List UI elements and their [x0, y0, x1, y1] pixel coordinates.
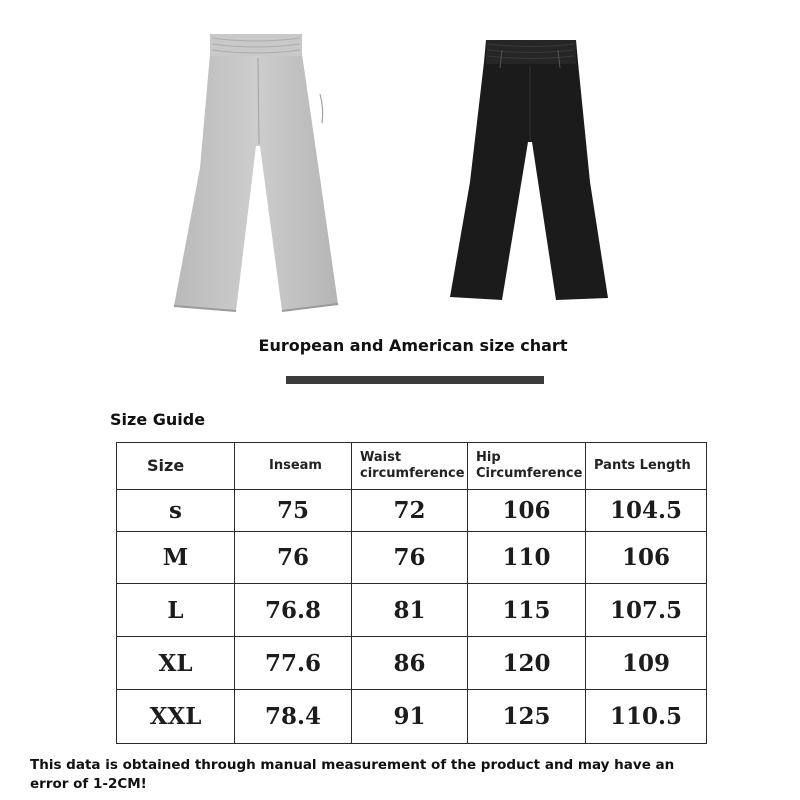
size-chart-title: European and American size chart [258, 336, 568, 355]
length-cell: 106 [586, 532, 707, 584]
size-cell: XL [117, 637, 235, 690]
table-row [117, 490, 707, 532]
waist-cell: 86 [352, 637, 468, 690]
waist-cell: 91 [352, 690, 468, 744]
table-row [117, 532, 707, 584]
size-cell: L [117, 584, 235, 637]
length-cell: 107.5 [586, 584, 707, 637]
header-inseam: Inseam [235, 443, 352, 490]
black-sweatpants-image [440, 32, 620, 307]
table-row [117, 584, 707, 637]
header-waist: Waist circumference [352, 443, 468, 490]
inseam-cell: 76 [235, 532, 352, 584]
size-cell: s [117, 490, 235, 532]
inseam-cell: 77.6 [235, 637, 352, 690]
measurement-disclaimer: This data is obtained through manual measurement of the product and may have an error of 1-2CM! [30, 757, 675, 792]
size-guide-label: Size Guide [110, 410, 206, 429]
hip-cell: 125 [468, 690, 586, 744]
grey-sweatpants-image [160, 28, 355, 318]
hip-cell: 120 [468, 637, 586, 690]
header-size: Size [117, 443, 235, 490]
inseam-cell: 75 [235, 490, 352, 532]
inseam-cell: 78.4 [235, 690, 352, 744]
size-cell: XXL [117, 690, 235, 744]
inseam-cell: 76.8 [235, 584, 352, 637]
hip-cell: 115 [468, 584, 586, 637]
length-cell: 104.5 [586, 490, 707, 532]
waist-cell: 72 [352, 490, 468, 532]
table-row [117, 637, 707, 690]
header-hip: Hip Circumference [468, 443, 586, 490]
waist-cell: 76 [352, 532, 468, 584]
table-header-row [117, 443, 707, 490]
header-pants-length: Pants Length [586, 443, 707, 490]
length-cell: 109 [586, 637, 707, 690]
table-row [117, 690, 707, 744]
hip-cell: 110 [468, 532, 586, 584]
waist-cell: 81 [352, 584, 468, 637]
size-table [116, 442, 707, 744]
size-cell: M [117, 532, 235, 584]
title-divider [286, 376, 544, 384]
hip-cell: 106 [468, 490, 586, 532]
length-cell: 110.5 [586, 690, 707, 744]
